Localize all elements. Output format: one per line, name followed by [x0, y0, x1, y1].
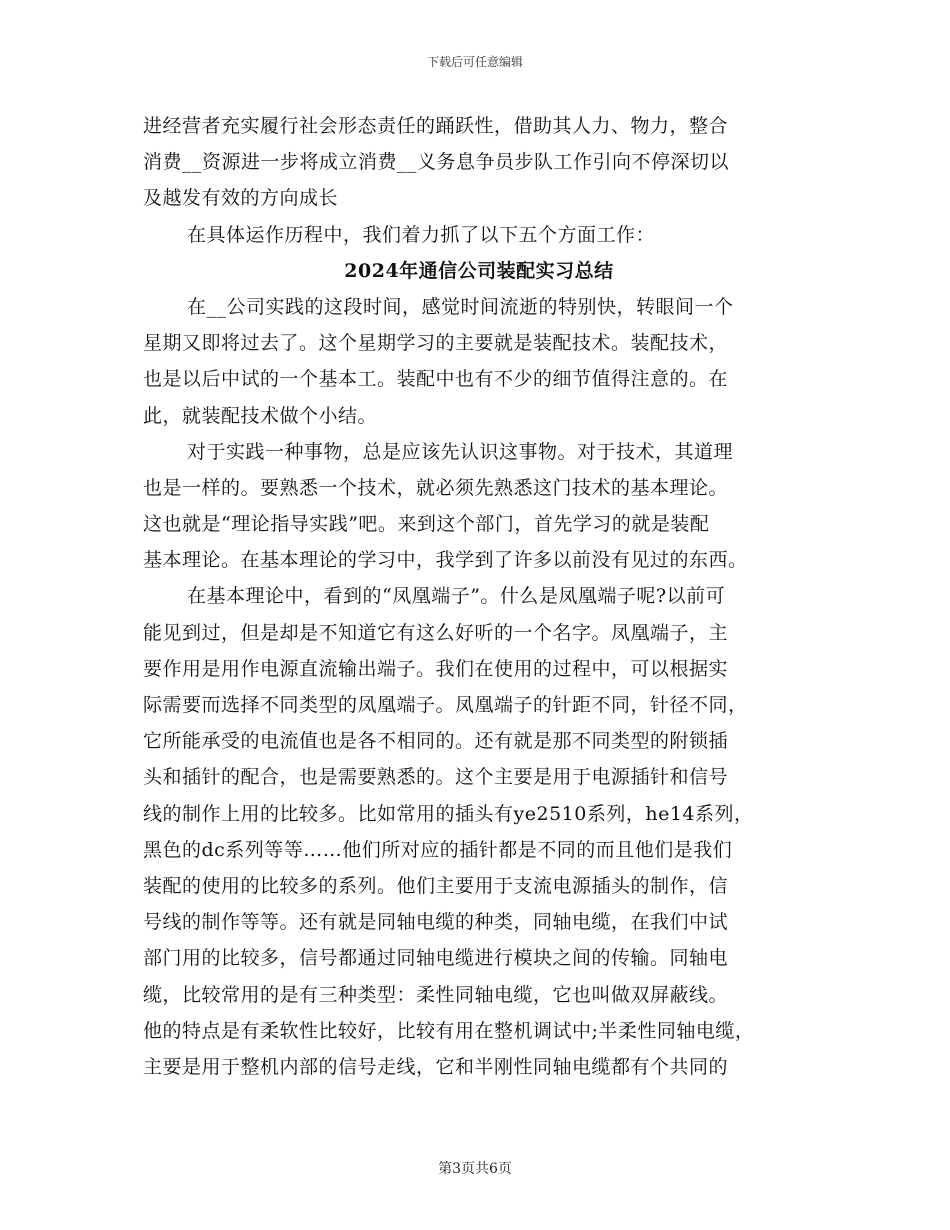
- paragraph-continued: [143, 108, 815, 217]
- text-line: 装配的使用的比较多的系列。他们主要用于支流电源插头的制作，信: [143, 874, 729, 897]
- document-body: [143, 108, 815, 1085]
- text-line: 它所能承受的电流值也是各不相同的。还有就是那不同类型的附锁插: [143, 730, 729, 753]
- paragraph-1: [143, 289, 815, 434]
- paragraph-2: [143, 434, 815, 579]
- text-line: 基本理论。在基本理论的学习中，我学到了许多以前没有见过的东西。: [143, 549, 748, 572]
- text-line: 黑色的dc系列等等……他们所对应的插针都是不同的而且他们是我们: [143, 838, 733, 861]
- text-line: 线的制作上用的比较多。比如常用的插头有ye2510系列，he14系列，: [143, 802, 754, 825]
- text-line: 号线的制作等等。还有就是同轴电缆的种类，同轴电缆，在我们中试: [143, 911, 729, 934]
- text-line: 在基本理论中，看到的“凤凰端子”。什么是凤凰端子呢?以前可: [187, 585, 726, 608]
- text-line: 头和插针的配合，也是需要熟悉的。这个主要是用于电源插针和信号: [143, 766, 729, 789]
- text-line: 要作用是用作电源直流输出端子。我们在使用的过程中，可以根据实: [143, 657, 729, 680]
- page-footer: 第3页共6页: [438, 1161, 512, 1177]
- text-line: 际需要而选择不同类型的凤凰端子。凤凰端子的针距不同，针径不同，: [143, 694, 748, 716]
- text-line: 星期又即将过去了。这个星期学习的主要就是装配技术。装配技术，: [143, 332, 729, 355]
- text-line: 缆，比较常用的是有三种类型：柔性同轴电缆，它也叫做双屏蔽线。: [143, 983, 729, 1006]
- text-line: 主要是用于整机内部的信号走线，它和半刚性同轴电缆都有个共同的: [143, 1055, 729, 1078]
- page-header: 下载后可任意编辑: [426, 55, 523, 69]
- article-title: 2024年通信公司装配实习总结: [344, 259, 614, 282]
- text-line: 也是一样的。要熟悉一个技术，就必须先熟悉这门技术的基本理论。: [143, 476, 729, 499]
- text-line: 这也就是“理论指导实践”吧。来到这个部门，首先学习的就是装配: [143, 513, 710, 536]
- text-line: 此，就装配技术做个小结。: [143, 404, 378, 427]
- text-line: 在具体运作历程中，我们着力抓了以下五个方面工作：: [187, 223, 656, 246]
- text-line: 对于实践一种事物，总是应该先认识这事物。对于技术，其道理: [187, 440, 734, 463]
- text-line: 也是以后中试的一个基本工。装配中也有不少的细节值得注意的。在: [143, 368, 729, 391]
- text-line: 消费__资源进一步将成立消费__义务息争员步队工作引向不停深切以: [143, 151, 730, 174]
- paragraph-3: [143, 578, 815, 1085]
- text-line: 部门用的比较多，信号都通过同轴电缆进行模块之间的传输。同轴电: [143, 947, 729, 970]
- text-line: 进经营者充实履行社会形态责任的踊跃性，借助其人力、物力，整合: [143, 115, 729, 137]
- text-line: 他的特点是有柔软性比较好，比较有用在整机调试中;半柔性同轴电缆，: [143, 1019, 755, 1042]
- text-line: 能见到过，但是却是不知道它有这么好听的一个名字。凤凰端子，主: [143, 621, 729, 644]
- paragraph-work-intro: [143, 217, 815, 253]
- text-line: 及越发有效的方向成长: [143, 187, 339, 210]
- text-line: 在__公司实践的这段时间，感觉时间流逝的特别快，转眼间一个: [187, 295, 734, 318]
